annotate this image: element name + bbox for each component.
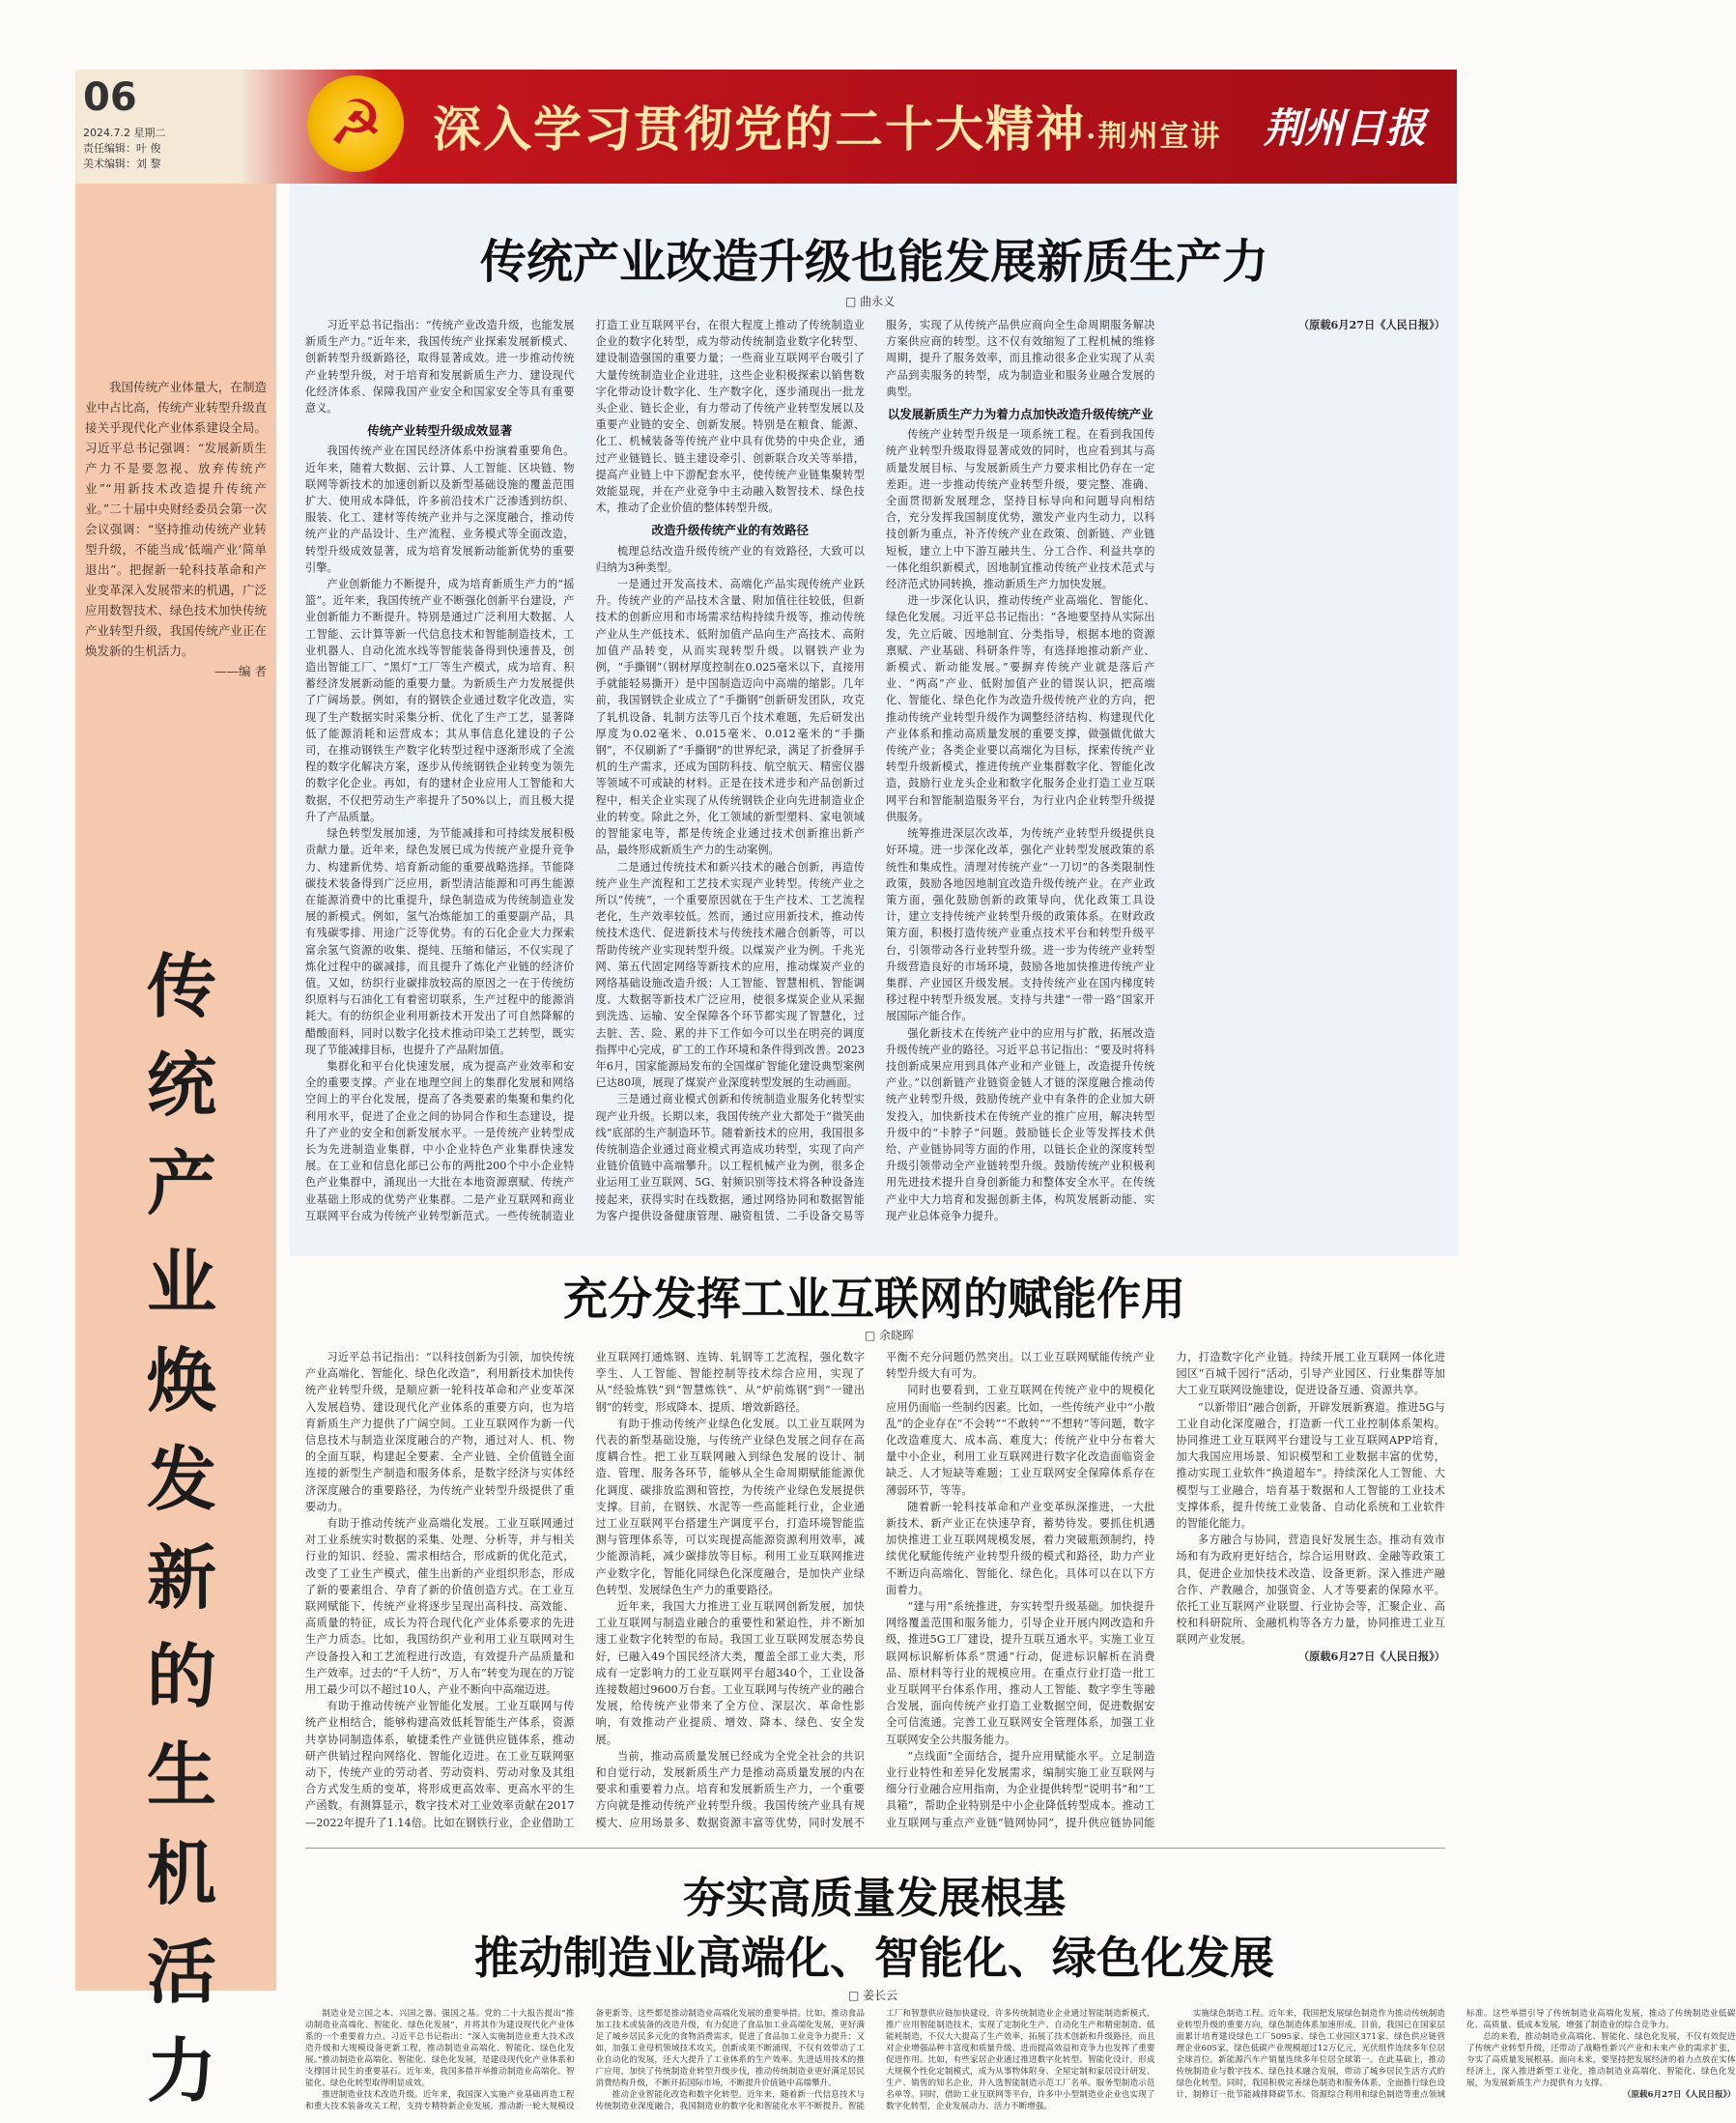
paragraph: 有助于推动传统产业绿色化发展。以工业互联网为代表的新型基础设施，与传统产业绿色发展之间存在高度耦合性。把工业互联网融入到绿色发展的设计、制造、管理、服务各环节，能够从全生命周期赋能能源优化调度、碳排放监测和管控，为传统产业绿色发展提供支撑。目前，在钢铁、水泥等一些高能耗行业，企业通过工业互联网平台搭建生产调度平台，打造环境智能监测与管理体系等，可以实现提高能源资源利用效率，减少能源消耗，减少碳排放等目标。利用工业互联网推进产业数字化，智能化同绿色化深度融合，是加快产业绿色转型、发展绿色生产力的重要路径。	[595, 1417, 865, 1596]
masthead-title-text: 深入学习贯彻党的二十大精神	[433, 100, 1086, 158]
paragraph: 随着新一轮科技革命和产业变革纵深推进，一大批新技术、新产业正在快速孕育，蓄势待发。要抓住机遇加快推进工业互联网规模发展，着力突破瓶颈制约，持续优化赋能传统产业转型升级的模式和路径，助力产业不断迈向高端化、智能化、绿色化。具体可以在以下方面着力。	[886, 1500, 1155, 1596]
paragraph: 梳理总结改造升级传统产业的有效路径，大致可以归纳为3种类型。	[595, 544, 865, 574]
paragraph: 总的来看，推动制造业高端化、智能化、绿色化发展，不仅有效促进了传统产业转型升级，还带动了战略性新兴产业和未来产业的需求扩张，夯实了高质量发展根基。面向未来，要坚持把发展经济的着力点放在实体经济上，深入推进新型工业化，推动制造业高端化、智能化、绿色化发展，为发展新质生产力提供有力支撑。	[1466, 2032, 1736, 2088]
article-2-body	[305, 1349, 1445, 1834]
section-heading: 改造升级传统产业的有效路径	[651, 523, 809, 538]
paragraph: 制造业是立国之本、兴国之器、强国之基。党的二十大报告提出“推动制造业高端化、智能化、绿色化发展”，并将其作为建设现代化产业体系的一个重要着力点。习近平总书记指出：“深入实施制造业重大技术改造升级和大规模设备更新工程，推动制造业高端化、智能化、绿色化发展。”推动制造业高端化、智能化、绿色化发展，是建设现代化产业体系和支撑国计民生的重要基石。近年来，我国多措并举推动制造业高端化、智能化、绿色化转型取得明显成效。	[305, 2009, 575, 2088]
paragraph: 绿色转型发展加速，为节能减排和可持续发展积极贡献力量。近年来，绿色发展已成为传统产业提升竞争力、构建新优势、培育新动能的重要战略选择。节能降碳技术装备得到广泛应用，新型清洁能源和可再生能源在能源消费中的比重提升，绿色制造成为传统制造业发展的新模式。例如，氢气冶炼能加工的重要副产品，具有残碳零排、用途广泛等优势。有的石化企业大力探索富余氢气资源的收集、提纯、压缩和储运，不仅实现了炼化过程中的碳减排，而且提升了炼化产业链的经济价值。又如，纺织行业碳排放较高的原因之一在于传统纺织原料与石油化工有着密切联系，生产过程中的能源消耗大。有的纺织企业利用新技术开发出了可自然降解的醋酸面料，同时以数字化技术推动印染工艺转型，既实现了节能减排目标，也提升了产品附加值。	[305, 827, 575, 1056]
editor-line: 责任编辑：叶 俊	[83, 142, 161, 155]
article-1-byline: □ 曲永义	[845, 295, 896, 308]
left-rail	[75, 184, 276, 2111]
section-heading: 传统产业转型升级成效显著	[367, 423, 513, 439]
source-note: （原载6月27日《人民日报》）	[1297, 318, 1445, 331]
art-editor-line: 美术编辑：刘 黎	[83, 158, 161, 170]
masthead-subtitle: ·荆州宣讲	[1086, 120, 1222, 154]
paragraph: 推进制造业技术改造升级。近年来，我国深入实施产业基础再造工程和重大技术装备攻关工程，支持专精特新企业发展，推动新一轮大规模设备更新等。这些都是推动制造业高端化发展的重要举措。比如，推动食品加工技术或装备的改造升级，有力促进了食品加工业高端化发展，更好满足了城乡居民多元化的食物消费需求，促进了食品加工业竞争力提升；又如，加强工业母机领域技术攻关，创新成果不断涌现，不仅有效带动了工业自动化的发展，还大大提升了工业体系的生产效率。先进适用技术的推广应用，加快了传统制造业转型升级步伐，推动传统制造业更好满足居民消费结构升级，不断开拓国际市场，不断提升价值链中高端攀升。	[305, 2009, 865, 2111]
page-meta	[83, 126, 165, 172]
party-emblem-icon: ☭	[307, 75, 404, 172]
paragraph: 实施绿色制造工程。近年来，我国把发展绿色制造作为推动传统制造业转型升级的重要方向，绿色制造体系加速形成。目前，我国已在国家层面累计培育建设绿色工厂5095家、绿色工业园区371家、绿色供应链管理企业605家，绿色低碳产业规模超过12万亿元，光伏组件连续多年位居全球首位。新能源汽车产销量连续多年位居全球第一。在此基础上，推动传统制造业与数字技术、绿色技术融合发展，带动了城乡居民生活方式的绿色化转型。同时，我国积极完善绿色制造和服务体系，全面推行绿色设计，制修订一批节能减排降碳节水、资源综合利用和绿色制造等重点领域标准。这些举措引导了传统制造业高端化发展，推动了传统制造业低碳化、高质量、低成本发展，增强了制造业的综合竞争力。	[1176, 2009, 1736, 2100]
paragraph: 传统产业转型升级是一项系统工程。在看到我国传统产业转型升级取得显著成效的同时，也应看到其与高质量发展目标、与发展新质生产力要求相比仍存在一定差距。进一步推动传统产业转型升级，要完整、准确、全面贯彻新发展理念，坚持目标导向和问题导向相结合，充分发挥我国制度优势，激发产业内生动力，以科技创新为重点，补齐传统产业在政策、创新链、产业链短板，建立上中下游互融共生、分工合作、利益共享的一体化组织新模式，因地制宜推动传统产业技术范式与经济范式协同转换，推动新质生产力加快发展。	[886, 428, 1155, 591]
paragraph: 当前，推动高质量发展已经成为全党全社会的共识和自觉行动，发展新质生产力是推动高质量发展的内在要求和重要着力点。培育和发展新质生产力，一个重要方向就是推动传统产业转型升级。我国传统产业具有规模大、应用场景多、数据资源丰富等优势，同时发展不平衡不充分问题仍然突出。以工业互联网赋能传统产业转型升级大有可为。	[595, 1351, 1155, 1829]
paragraph: “以新带旧”融合创新，开辟发展新赛道。推进5G与工业自动化深度融合，打造新一代工业控制体系架构。协同推进工业互联网平台建设与工业互联网APP培育，加大我国应用场景、知识模型和工业数据丰富的优势，推动实现工业软件“换道超车”。持续深化人工智能、大模型与工业融合，培育基于数据和人工智能的工业技术支撑体系，提升传统工业装备、自动化系统和工业软件的智能化能力。	[1176, 1400, 1445, 1531]
main-content	[290, 184, 1459, 2002]
paragraph: 一是通过开发高技术、高端化产品实现传统产业跃升。传统产业的产品技术含量、附加值往往较低，但新技术的创新应用和市场需求结构持续升级等，推动传统产业从生产低技术、低附加值产品向生产高技术、高附加值产品转变，从而实现转型升级。以钢铁产业为例，“手撕钢”（钢材厚度控制在0.025毫米以下，直接用手就能轻易撕开）是中国制造迈向中高端的缩影。几年前，我国钢铁企业成立了“手撕钢”创新研发团队，攻克了轧机设备、轧制方法等几百个技术难题，先后研发出厚度为0.02毫米、0.015毫米、0.012毫米的“手撕钢”，不仅刷新了“手撕钢”的世界纪录，满足了折叠屏手机的生产需求，还成为国防科技、航空航天、精密仪器等领域不可或缺的材料。正是在技术进步和产品创新过程中，相关企业实现了从传统钢铁企业向先进制造业企业的转变。除此之外，化工领域的新型塑料、家电领域的智能家电等，都是传统企业通过技术创新推出新产品，最终形成新质生产力的生动案例。	[595, 578, 865, 857]
article-1-title: 传统产业改造升级也能发展新质生产力	[479, 235, 1268, 289]
newspaper-logo: 荆州日报	[1263, 104, 1426, 152]
paragraph: 二是通过传统技术和新兴技术的融合创新，再造传统产业生产流程和工艺技术实现产业转型。传统产业之所以“传统”，一个重要原因就在于生产技术、工艺流程老化，生产效率较低。然而，通过应用新技术，推动传统技术迭代、促进新技术与传统技术融合创新等，可以帮助传统产业实现转型升级。以煤炭产业为例。千兆光网、第五代固定网络等新技术的应用，推动煤炭产业的网络基础设施改造升级；人工智能、智慧相机、智能调度、大数据等新技术广泛应用，使很多煤炭企业从采掘到洗选、运输、安全保障各个环节都实现了智慧化，过去脏、苦、险、累的井下工作如今可以坐在明亮的调度指挥中心完成，矿工的工作环境和条件得到改善。2023年6月，国家能源局发布的全国煤矿智能化建设典型案例已达80项，展现了煤炭产业深度转型发展的生动画面。	[595, 860, 865, 1090]
paragraph: 产业创新能力不断提升，成为培育新质生产力的“摇篮”。近年来，我国传统产业不断强化创新平台建设，产业创新能力不断提升。特别是通过广泛利用大数据、人工智能、云计算等新一代信息技术和智能制造技术，工业机器人、自动化流水线等智能装备得到快速普及，创造出智能工厂、“黑灯”工厂等生产模式，成为培育、积蓄经济发展新动能的重要力量。为新质生产力发展提供了广阔场景。例如，有的钢铁企业通过数字化改造，实现了生产数据实时采集分析、优化了生产工艺，显著降低了能源消耗和运营成本；其从事信息化建设的子公司，在推动钢铁生产数字化转型过程中逐渐形成了全流程的数字化解决方案，逐步从传统钢铁企业转变为领先的数字化企业。再如，有的建材企业应用人工智能和大数据，不仅把劳动生产率提升了50%以上，而且极大提升了产品质量。	[305, 578, 575, 823]
paragraph: 三是通过商业模式创新和传统制造业服务化转型实现产业升级。长期以来，我国传统产业大都处于“微笑曲线”底部的生产制造环节。随着新技术的应用，我国很多传统制造企业通过商业模式再造成功转型，实现了向产业链价值链中高端攀升。以工程机械产业为例，很多企业运用工业互联网、5G、射频识别等技术将各种设备连接起来，获得实时在线数据，通过网络协同和数据智能为客户提供设备健康管理、融资租赁、二手设备交易等服务，实现了从传统产品供应商向全生命周期服务解决方案供应商的转型。这不仅有效缩短了工程机械的维修周期，提升了服务效率，而且推动很多企业实现了从卖产品到卖服务的转型，成为制造业和服务业融合发展的典型。	[595, 319, 1155, 1222]
paragraph: 习近平总书记指出：“传统产业改造升级，也能发展新质生产力。”近年来，我国传统产业探索发展新模式、创新转型升级新路径，取得显著成效。进一步推动传统产业转型升级，对于培育和发展新质生产力、建设现代化经济体系、保障我国产业安全和国家安全等具有重要意义。	[305, 319, 575, 416]
paragraph: 有助于推动传统产业高端化发展。工业互联网通过对工业系统实时数据的采集、处理、分析等，并与相关行业的知识、经验、需求相结合，形成新的优化范式，改变了工业生产模式，催生出新的产业组织形态，形成了新的要素组合、孕育了新的价值创造方式。在工业互联网赋能下，传统产业将逐步呈现出高科技、高效能、高质量的特征，成长为符合现代化产业体系要求的先进生产力质态。比如，我国纺织产业利用工业互联网对生产设备投入和工艺流程进行改造，有效提升产品质量和生产效率。过去的“千人纺”，万人布”转变为现在的万锭用工最少可以不超过10人，产业不断向中高端迈进。	[305, 1517, 575, 1697]
paragraph: “点线面”全面结合，提升应用赋能水平。立足制造业行业特性和差异化发展需求，编制实施工业互联网与细分行业融合应用指南，为企业提供转型“说明书”和“工具箱”，帮助企业特别是中小企业降低转型成本。推动工业互联网与重点产业链“链网协同”，提升供应链协同能力，打造数字化产业链。持续开展工业互联网一体化进园区“百城千园行”活动，引导产业园区、行业集群等加大工业互联网设施建设，促进设备互通、资源共享。	[886, 1351, 1445, 1829]
editor-note-text: 我国传统产业体量大，在制造业中占比高，传统产业转型升级直接关乎现代化产业体系建设全局。习近平总书记强调：“发展新质生产力不是要忽视、放弃传统产业”“用新技术改造提升传统产业。”二十届中央财经委员会第一次会议强调：“坚持推动传统产业转型升级，不能当成‘低端产业’简单退出”。把握新一轮科技革命和产业变革深入发展带来的机遇，广泛应用数智技术、绿色技术加快传统产业转型升级，我国传统产业正在焕发新的生机活力。	[85, 380, 267, 658]
article-2-byline: □ 余晓晖	[865, 1329, 915, 1342]
masthead	[75, 70, 1457, 184]
paragraph: 有助于推动传统产业智能化发展。工业互联网与传统产业相结合，能够构建高效低耗智能生产体系，资源共享协同制造体系，敏捷柔性产业链供应链体系，推动研产供销过程向网络化、智能化迈进。在工业互联网驱动下，传统产业的劳动者、劳动资料、劳动对象及其组合方式发生质的变革，将形成更高效率、更高水平的生产函数。有测算显示，数字技术对工业效率贡献在2017—2022年提升了1.14倍。比如在钢铁行业，企业借助工业互联网打通炼钢、连铸、轧钢等工艺流程，强化数字孪生、人工智能、智能控制等技术综合应用，实现了从“经验炼铁”到“智慧炼铁”、从“炉前炼钢”到“一键出钢”的转变，形成降本、提质、增效新路径。	[305, 1351, 865, 1829]
paragraph: 我国传统产业在国民经济体系中扮演着重要角色。近年来，随着大数据、云计算、人工智能、区块链、物联网等新技术的加速创新以及新型基础设施的覆盖范围扩大、使用成本降低，许多前沿技术广泛渗透到纺织、服装、化工、建材等传统产业并与之深度融合，推动传统产业的产品设计、生产流程、业务模式等全面改造，转型升级成效显著，成为培育发展新动能新优势的重要引擎。	[305, 445, 575, 574]
article-1-body	[305, 317, 1445, 1237]
article-3-title: 夯实高质量发展根基	[683, 1874, 1066, 1923]
article-3-body	[305, 2008, 1736, 2116]
paragraph: 同时也要看到，工业互联网在传统产业中的规模化应用仍面临一些制约因素。比如，一些传统产业中“小散乱”的企业存在“不会转”“不敢转”“不想转”等问题，数字化改造难度大、成本高、难度大；传统产业中分布着大量中小企业，利用工业互联网进行数字化改造面临资金缺乏、人才短缺等难题；工业互联网安全保障体系存在薄弱环节，等等。	[886, 1384, 1155, 1497]
article-3-subtitle: 推动制造业高端化、智能化、绿色化发展	[474, 1932, 1274, 1984]
paragraph: 强化新技术在传统产业中的应用与扩散，拓展改造升级传统产业的路径。习近平总书记指出：“要及时将科技创新成果应用到具体产业和产业链上，改造提升传统产业。”以创新链产业链资金链人才链的深度融合推动传统产业转型升级，鼓励传统产业中有条件的企业加大研发投入，加快新技术在传统产业的推广应用，解决转型升级中的“卡脖子”问题。鼓励链长企业等发挥技术供给、产业链协同等方面的作用，以链长企业的深度转型升级引领带动全产业链转型升级。鼓励传统产业积极利用先进技术提升自身创新能力和整体安全水平。在传统产业中大力培育和发掘创新主体，构筑发展新动能、实现产业总体竞争力提升。	[886, 1026, 1155, 1222]
vertical-headline: 传统产业焕发新的生机活力	[146, 945, 216, 2111]
masthead-title	[433, 91, 1221, 160]
date-line: 2024.7.2 星期二	[83, 127, 166, 139]
source-note: （原载6月27日《人民日报》）	[1622, 2090, 1736, 2100]
paragraph: 集群化和平台化快速发展，成为提高产业效率和安全的重要支撑。产业在地理空间上的集群化发展和网络空间上的平台化发展，提高了各类要素的集聚和集约化利用水平，促进了企业之间的协同合作和生态建设，提升了产业的安全和创新发展水平。一是传统产业转型成长为先进制造业集群，中小企业特色产业集群快速发展。在工业和信息化部已公布的两批200个中小企业特色产业集群中，涌现出一大批在本地资源禀赋、传统产业基础上形成的优势产业集群。二是产业互联网和商业互联网平台成为传统产业转型新范式。一些传统制造业打造工业互联网平台，在很大程度上推动了传统制造业企业的数字化转型，成为带动传统制造业数字化转型、建设制造强国的重要力量；一些商业互联网平台吸引了大量传统制造业企业进驻，这些企业积极探索以销售数字化带动设计数字化、生产数字化，逐步涌现出一批龙头企业、链长企业，有力带动了传统产业转型发展以及重要产业链的安全、创新发展。特别是在粮食、能源、化工、机械装备等传统产业中具有优势的中央企业，通过产业链链长、链主建设牵引、创新联合攻关等举措，提高产业链上中下游配套水平，使传统产业链集聚转型效能显现，并在产业竞争中主动融入数智技术、绿色技术，推动了企业价值的整体转型升级。	[305, 319, 865, 1222]
paragraph: 统筹推进深层次改革，为传统产业转型升级提供良好环境。进一步深化改革，强化产业转型发展政策的系统性和集成性。清理对传统产业“一刀切”的各类限制性政策，鼓励各地因地制宜改造升级传统产业。在产业政策方面，强化鼓励创新的政策导向，优化政策工具设计，建立支持传统产业转型升级的政策体系。在财政政策方面，积极打造传统产业重点技术平台和转型升级平台，引领带动各行业转型升级。进一步为传统产业转型升级营造良好的市场环境，鼓励各地加快推进传统产业集群、产业园区升级发展。支持传统产业在国内梯度转移过程中转型升级发展。支持与共建“一带一路”国家开展国际产能合作。	[886, 827, 1155, 1023]
article-2-title: 充分发挥工业互联网的赋能作用	[563, 1273, 1185, 1325]
editor-note	[85, 377, 267, 681]
paragraph: 近年来，我国大力推进工业互联网创新发展，加快工业互联网与制造业融合的重要性和紧迫性，并不断加速工业数字化转型的布局。我国工业互联网发展态势良好，已融入49个国民经济大类，覆盖全部工业大类，形成有一定影响力的工业互联网平台超340个，工业设备连接数超过9600万台套。工业互联网与传统产业的融合发展，给传统产业带来了全方位、深层次、革命性影响，有效推动产业提质、增效、降本、绿色、安全发展。	[595, 1600, 865, 1746]
paragraph: 习近平总书记指出：“以科技创新为引领，加快传统产业高端化、智能化、绿色化改造”，利用新技术加快传统产业转型升级，是顺应新一轮科技革命和产业变革深入发展趋势、建设现代化产业体系的重要方向，也为培育新质生产力提供了广阔空间。工业互联网作为新一代信息技术与制造业深度融合的产物，通过对人、机、物的全面互联，构建起全要素、全产业链、全价值链全面连接的新型生产制造和服务体系，是数字经济与实体经济深度融合的重要路径，为传统产业转型升级提供了重要动力。	[305, 1351, 575, 1513]
source-note: （原载6月27日《人民日报》）	[1297, 1649, 1445, 1663]
article-3-byline: □ 姜长云	[848, 1989, 898, 2002]
page-number: 06	[83, 75, 137, 120]
section-heading: 以发展新质生产力为着力点加快改造升级传统产业	[887, 407, 1153, 422]
section-divider	[305, 1848, 1445, 1849]
paragraph: 进一步深化认识，推动传统产业高端化、智能化、绿色化发展。习近平总书记指出：“各地要坚持从实际出发，先立后破、因地制宜、分类指导，根据本地的资源禀赋、产业基础、科研条件等，有选择地推动新产业、新模式、新动能发展。”要摒弃传统产业就是落后产业、“两高”产业、低附加值产业的错误认识，把高端化、智能化、绿色化作为改造升级传统产业的方向，把推动传统产业转型升级作为调整经济结构、构建现代化产业体系和推动高质量发展的重要支撑，做强做优做大传统产业；各类企业要以高端化为目标，探索传统产业转型升级新模式，推进传统产业集群数字化、智能化改造，鼓励行业龙头企业和数字化服务企业打造工业互联网平台和智能制造服务平台，为行业内企业转型升级提供服务。	[886, 594, 1155, 823]
editor-note-author: ——编 者	[214, 664, 267, 678]
paragraph: 推动企业智能化改造和数字化转型。近年来，随着新一代信息技术与传统制造业深度融合，我国制造业的数字化和智能化水平不断提升。智能工厂和智慧供应链加快建设，许多传统制造业企业通过智能制造新模式，推广应用智能制造技术，实现了定制化生产、自动化生产和精密制造、低能耗制造，不仅大大提高了生产效率，拓展了技术创新和升级路径，而且对企业增强品种丰富度和质量升级、进而提高效益和竞争力也发挥了重要促进作用。比如，有些家居企业通过推进数字化转型、智能化设计，形成大规模个性化定制模式，成为从事物体附身、全屋定制和家居设计研发、生产、销售的知名企业，并入选智能制造示范工厂名单。服务型制造示范名单等。同时，借助工业互联网等平台，许多中小型制造业企业也实现了数字化转型，企业发展动力、活力不断增强。	[595, 2009, 1155, 2111]
paragraph: 多方融合与协同，营造良好发展生态。推动有效市场和有为政府更好结合，综合运用财政、金融等政策工具，促进企业加快技术改造、设备更新。深入推进产融合作、产教融合，加强资金、人才等要素的保障水平。依托工业互联网产业联盟、行业协会等，汇聚企业、高校和科研院所、金融机构等各方力量，协同推进工业互联网产业发展。	[1176, 1534, 1445, 1647]
paragraph: “建与用”系统推进，夯实转型升级基础。加快提升网络覆盖范围和服务能力，引导企业开展内网改造和升级，推进5G工厂建设，提升互联互通水平。实施工业互联网标识解析体系“贯通”行动，促进标识解析在消费品、原材料等行业的规模应用。在重点行业打造一批工业互联网平台体系作用，推动人工智能、数字孪生等融合发展，面向传统产业打造工业数据空间，促进数据安全可信流通。完善工业互联网安全管理体系，加强工业互联网安全公共服务能力。	[886, 1600, 1155, 1746]
